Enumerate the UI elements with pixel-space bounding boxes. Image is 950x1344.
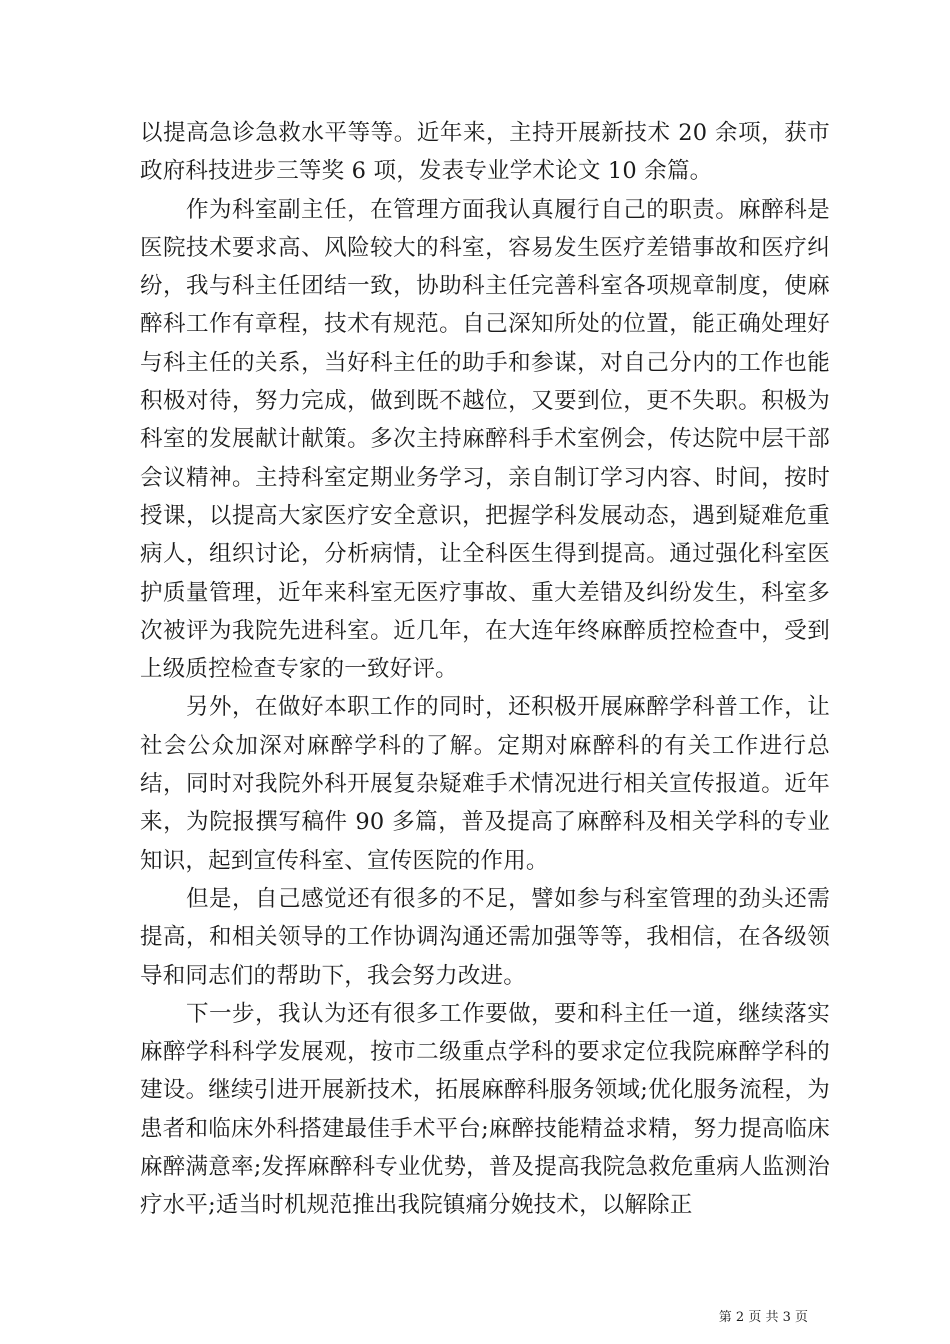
paragraph-4: 但是，自己感觉还有很多的不足，譬如参与科室管理的劲头还需提高，和相关领导的工作协调沟通还需加强等等，我相信，在各级领导和同志们的帮助下，我会努力改进。 xyxy=(140,885,830,989)
paragraph-1: 以提高急诊急救水平等等。近年来，主持开展新技术 20 余项，获市政府科技进步三等奖 6 项，发表专业学术论文 10 余篇。 xyxy=(140,120,830,185)
paragraph-3: 另外，在做好本职工作的同时，还积极开展麻醉学科普工作，让社会公众加深对麻醉学科的了解。定期对麻醉科的有关工作进行总结，同时对我院外科开展复杂疑难手术情况进行相关宣传报道。近年来，为院报撰写稿件 90 多篇，普及提高了麻醉科及相关学科的专业知识，起到宣传科室、宣传医院的作用。 xyxy=(140,694,830,874)
document-body xyxy=(140,114,830,1225)
paragraph-5: 下一步，我认为还有很多工作要做，要和科主任一道，继续落实麻醉学科科学发展观，按市二级重点学科的要求定位我院麻醉学科的建设。继续引进开展新技术，拓展麻醉科服务领域;优化服务流程，为患者和临床外科搭建最佳手术平台;麻醉技能精益求精，努力提高临床麻醉满意率;发挥麻醉科专业优势，普及提高我院急救危重病人监测治疗水平;适当时机规范推出我院镇痛分娩技术，以解除正 xyxy=(140,1000,830,1219)
paragraph-2: 作为科室副主任，在管理方面我认真履行自己的职责。麻醉科是医院技术要求高、风险较大的科室，容易发生医疗差错事故和医疗纠纷，我与科主任团结一致，协助科主任完善科室各项规章制度，使麻醉科工作有章程，技术有规范。自己深知所处的位置，能正确处理好与科主任的关系，当好科主任的助手和参谋，对自己分内的工作也能积极对待，努力完成，做到既不越位，又要到位，更不失职。积极为科室的发展献计献策。多次主持麻醉科手术室例会，传达院中层干部会议精神。主持科室定期业务学习，亲自制订学习内容、时间，按时授课，以提高大家医疗安全意识，把握学科发展动态，遇到疑难危重病人，组织讨论，分析病情，让全科医生得到提高。通过强化科室医护质量管理，近年来科室无医疗事故、重大差错及纠纷发生，科室多次被评为我院先进科室。近几年，在大连年终麻醉质控检查中，受到上级质控检查专家的一致好评。 xyxy=(140,196,830,683)
page-number-footer: 第 2 页 共 3 页 xyxy=(718,1310,808,1325)
